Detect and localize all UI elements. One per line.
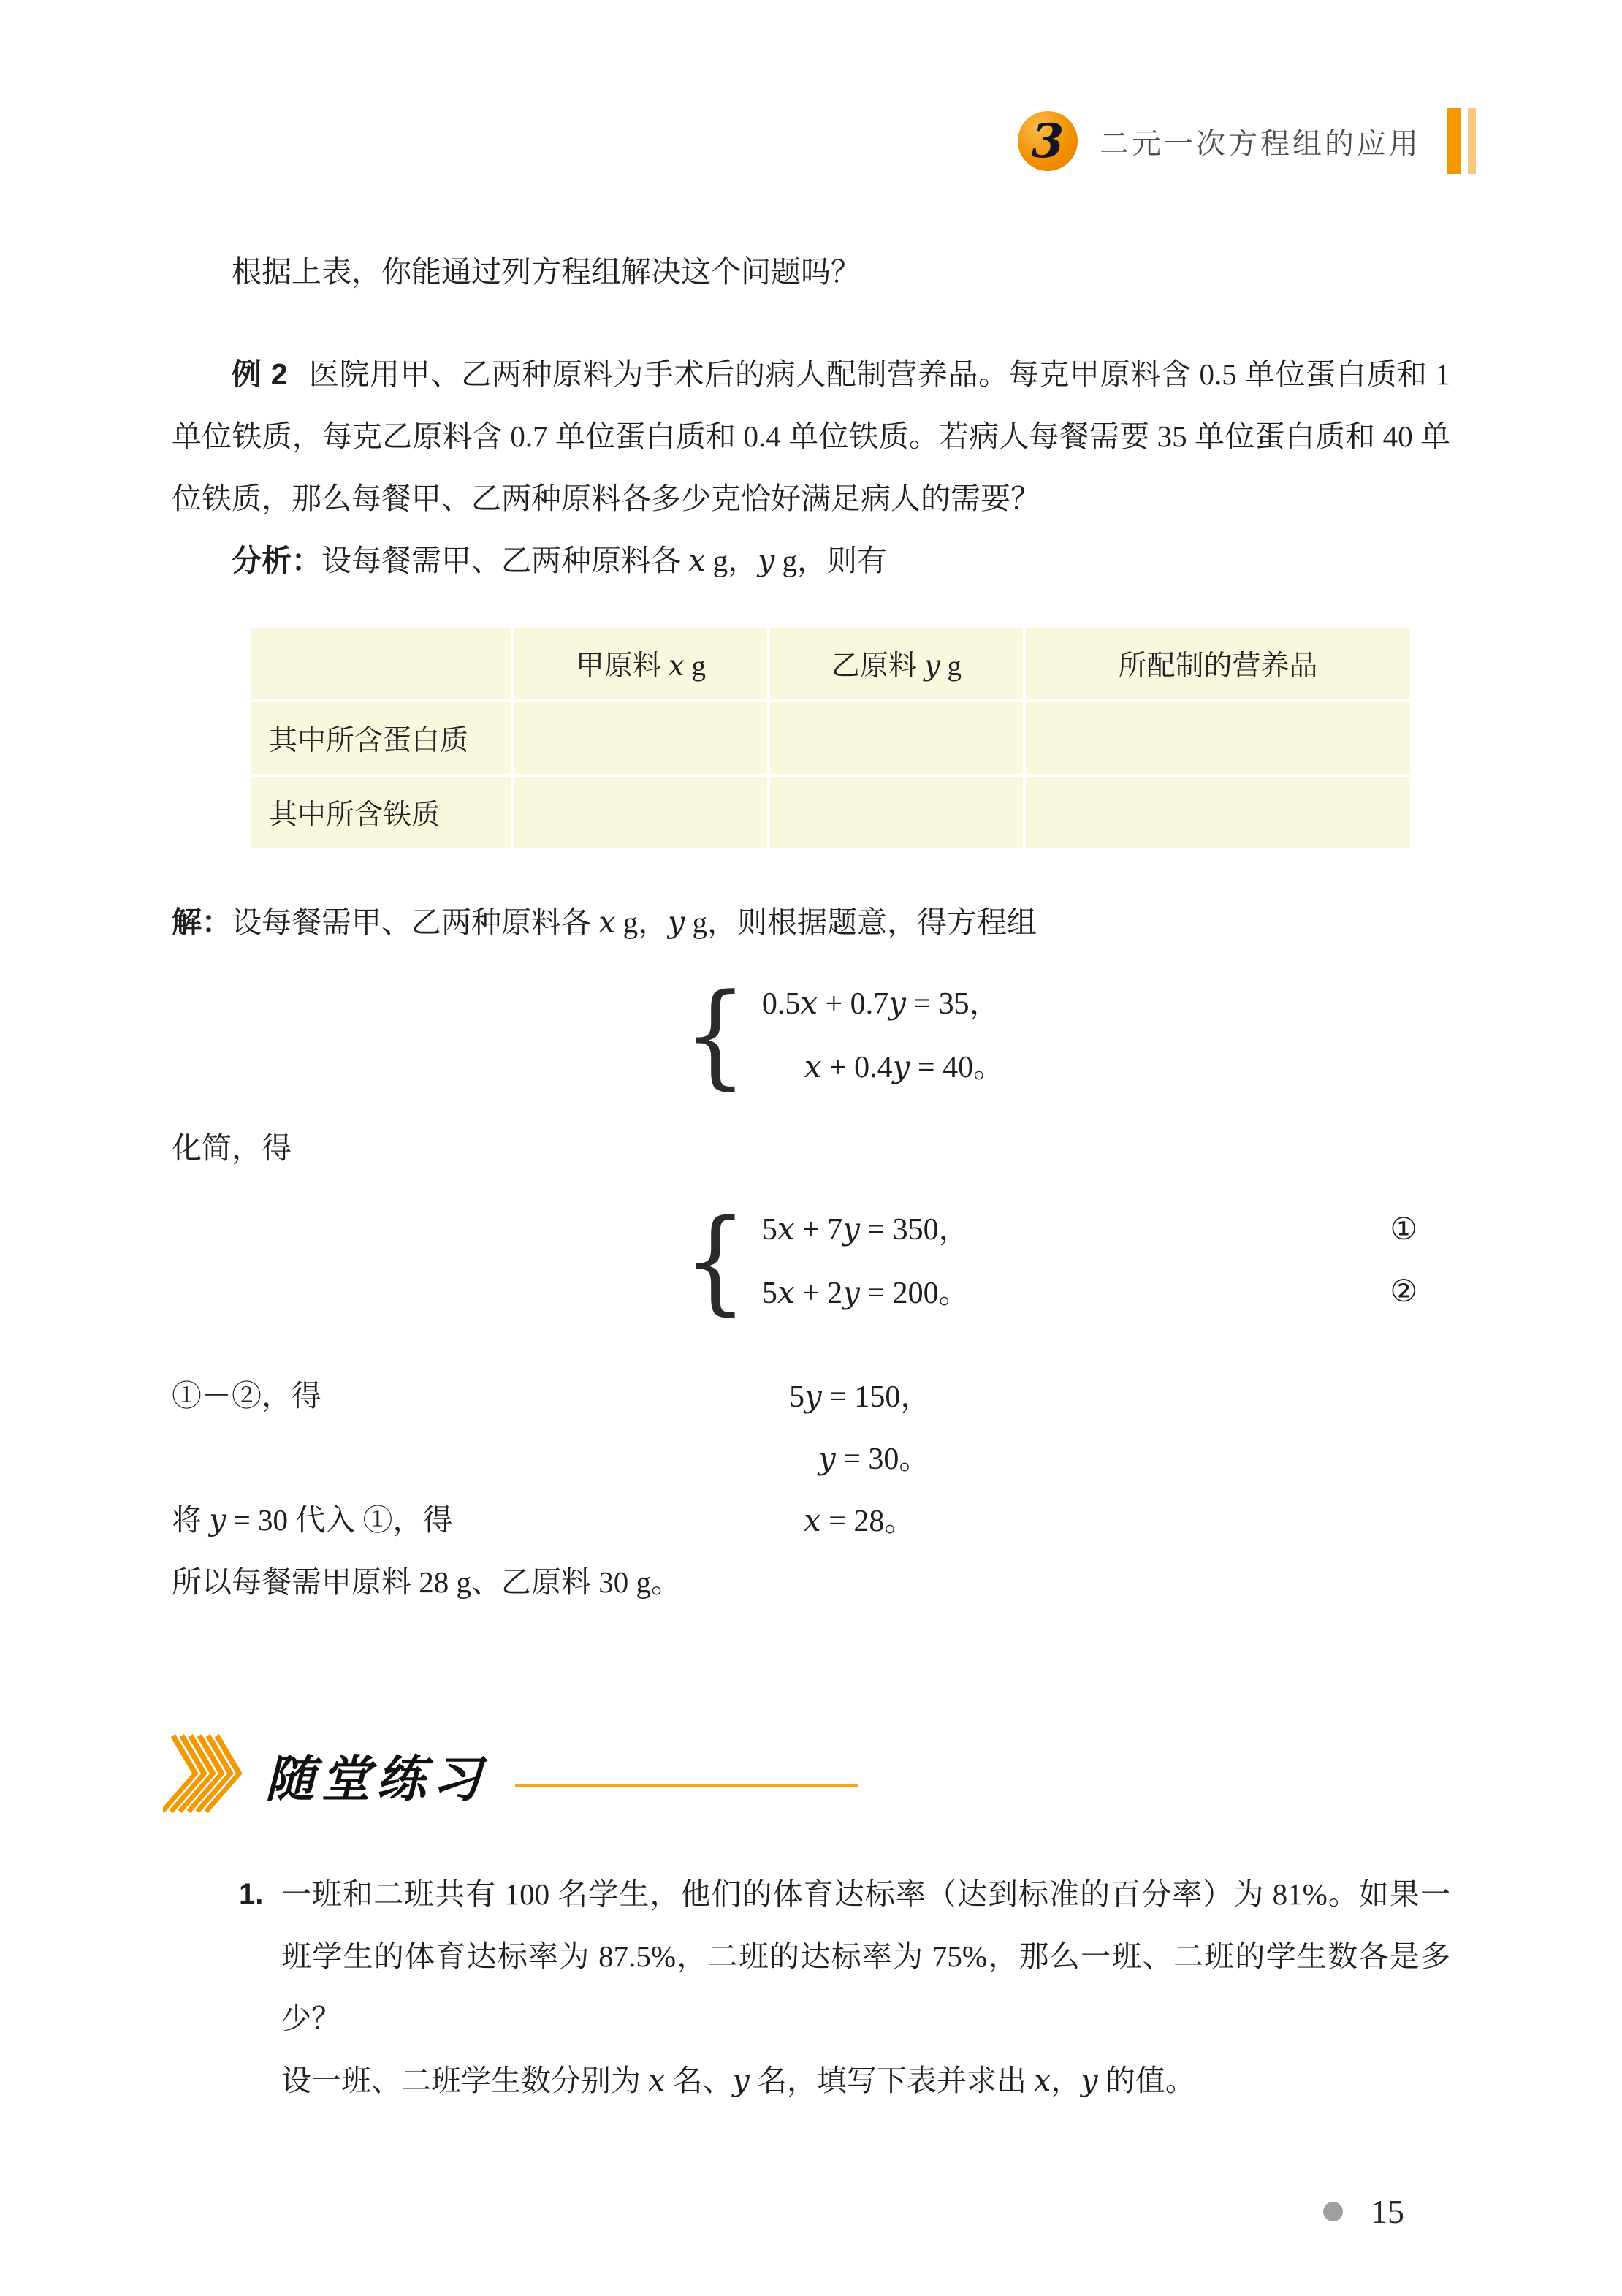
conclusion-text: 所以每餐需甲原料 28 g、乙原料 30 g。 (172, 1565, 681, 1599)
solution-label: 解： (172, 905, 232, 939)
example2-paragraph (172, 343, 1450, 530)
solution-step-1 (172, 1365, 1450, 1427)
equation-tag: ② (1390, 1275, 1417, 1309)
step3-equation: x = 28。 (804, 1502, 915, 1538)
brace-icon: { (683, 1195, 747, 1327)
nutrition-table (248, 625, 1413, 851)
solution-step-2 (172, 1427, 1450, 1489)
table-row (250, 775, 1412, 850)
solution-step-3 (172, 1489, 1450, 1551)
table-row-label: 其中所含蛋白质 (250, 701, 513, 775)
exercise-text: 一班和二班共有 100 名学生，他们的体育达标率（达到标准的百分率）为 81%。如果一班学生的体育达标率为 87.5%，二班的达标率为 75%，那么一班、二班的学生数各是多少？ (281, 1877, 1450, 2035)
equation-lines (762, 972, 1004, 1099)
equation-tags (1390, 1199, 1450, 1323)
exercise-subtext: 设一班、二班学生数分别为 x 名、y 名，填写下表并求出 x，y 的值。 (281, 2063, 1195, 2098)
analysis-text: 设每餐需甲、乙两种原料各 x g，y g，则有 (321, 543, 888, 578)
table-cell-empty (769, 701, 1024, 775)
equation-lines (762, 1198, 970, 1325)
chapter-title: 二元一次方程组的应用 (1100, 127, 1421, 160)
table-cell-empty (250, 626, 513, 701)
equation-line: 5x + 7y = 350， (761, 1211, 970, 1247)
example2-text: 医院用甲、乙两种原料为手术后的病人配制营养品。每克甲原料含 0.5 单位蛋白质和 1 单位铁质，每克乙原料含 0.7 单位蛋白质和 0.4 单位铁质。若病人每餐需要 35 单位蛋白质和 40 单位铁质，那么每餐甲、乙两种原料各多少克恰好满足病人的需要？ (172, 357, 1450, 515)
chevron-decoration-icon (163, 1734, 252, 1816)
table-header-cell: 甲原料 x g (513, 626, 769, 701)
equation-line: 0.5x + 0.7y = 35， (761, 985, 1000, 1021)
chapter-number-badge: 3 (1018, 111, 1078, 171)
page-number: 15 (1371, 2193, 1404, 2230)
equation-line: x + 0.4y = 40。 (804, 1049, 1005, 1084)
step1-label: ①－②，得 (172, 1379, 321, 1413)
table-cell-empty (1024, 701, 1412, 775)
table-cell-empty (513, 701, 769, 775)
table-header-cell: 所配制的营养品 (1024, 626, 1412, 701)
simplify-label: 化简，得 (172, 1131, 292, 1165)
practice-section-header (163, 1734, 1450, 1816)
exercise-number: 1. (239, 1878, 264, 1910)
table-header-row (250, 626, 1412, 701)
exercise-item-1 (172, 1863, 1450, 2112)
equation-tag: ① (1390, 1213, 1417, 1247)
table-cell-empty (513, 775, 769, 850)
brace-icon: { (683, 969, 747, 1101)
step1-equation: 5y = 150， (789, 1378, 932, 1414)
equation-system-2 (172, 1195, 1450, 1327)
table-row-label: 其中所含铁质 (250, 775, 513, 850)
practice-title: 随堂练习 (265, 1751, 488, 1807)
solution-conclusion (172, 1551, 1450, 1613)
example2-label: 例 2 (232, 357, 288, 391)
chapter-accent-bars (1447, 108, 1476, 174)
analysis-label: 分析： (232, 544, 321, 577)
equation-system-body (683, 969, 1005, 1101)
accent-bar-icon (1468, 108, 1476, 174)
chapter-header (1018, 108, 1476, 174)
accent-bar-icon (1447, 108, 1461, 174)
step2-equation: y = 30。 (818, 1440, 930, 1476)
table-header-cell: 乙原料 y g (769, 626, 1024, 701)
solution-text: 设每餐需甲、乙两种原料各 x g，y g，则根据题意，得方程组 (232, 905, 1037, 940)
equation-system-body (683, 1195, 970, 1327)
table-cell-empty (1024, 775, 1412, 850)
solution-paragraph (172, 892, 1450, 954)
equation-system-1 (172, 969, 1450, 1101)
equation-line: 5x + 2y = 200。 (761, 1274, 970, 1310)
step3-label: 将 y = 30 代入 ①，得 (172, 1502, 453, 1537)
table-cell-empty (769, 775, 1024, 850)
footer-dot-icon (1323, 2202, 1343, 2221)
page-footer (1323, 2192, 1404, 2231)
intro-paragraph: 根据上表，你能通过列方程组解决这个问题吗？ (232, 255, 861, 289)
practice-divider-line (515, 1784, 858, 1787)
table-row (250, 701, 1412, 775)
analysis-paragraph (172, 530, 1450, 592)
